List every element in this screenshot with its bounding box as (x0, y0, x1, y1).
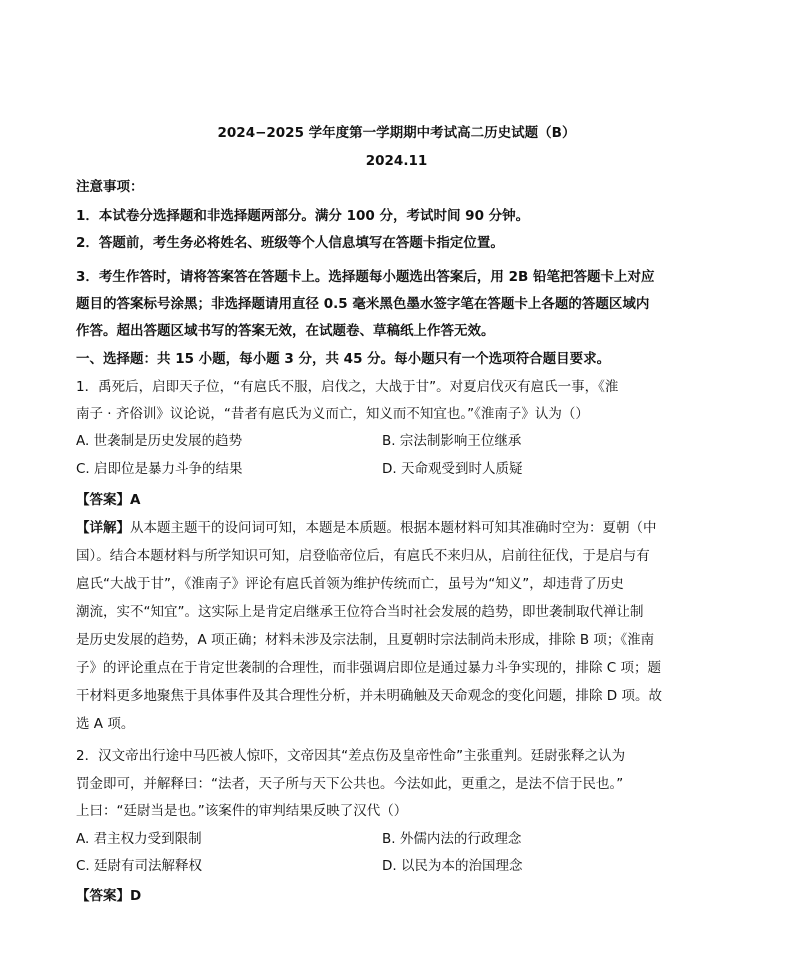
q2-option-a: A. 君主权力受到限制 (76, 831, 202, 847)
q2-answer-value: D (130, 888, 142, 904)
notice-item-3-line-3: 作答。超出答题区域书写的答案无效，在试题卷、草稿纸上作答无效。 (76, 323, 495, 339)
exam-date: 2024.11 (365, 153, 428, 169)
q2-answer (76, 886, 141, 906)
exam-title: 2024−2025 学年度第一学期期中考试高二历史试题（B） (217, 125, 576, 141)
q2-option-d: D. 以民为本的治国理念 (382, 858, 523, 874)
q2-stem-line-1: 2．汉文帝出行途中马匹被人惊吓，文帝因其“差点伤及皇帝性命”主张重判。廷尉张释之认为 (76, 748, 626, 764)
q2-answer-label: 【答案】 (76, 888, 130, 904)
q1-option-d: D. 天命观受到时人质疑 (382, 461, 523, 477)
q1-detail-line-8: 选 A 项。 (76, 716, 135, 732)
q1-detail-line-4: 潮流，实不“知宜”。这实际上是肯定启继承王位符合当时社会发展的趋势，即世袭制取代禅让制 (76, 604, 644, 620)
q2-stem-line-3: 上曰：“廷尉当是也。”该案件的审判结果反映了汉代（） (76, 803, 408, 819)
notice-heading: 注意事项： (76, 179, 144, 195)
q1-answer-value: A (130, 492, 141, 508)
q1-detail-line-1 (76, 518, 657, 538)
q2-option-b: B. 外儒内法的行政理念 (382, 831, 522, 847)
q1-answer-label: 【答案】 (76, 492, 130, 508)
q1-option-a: A. 世袭制是历史发展的趋势 (76, 433, 243, 449)
section-1-title: 一、选择题：共 15 小题，每小题 3 分，共 45 分。每小题只有一个选项符合题目要求。 (76, 351, 611, 367)
q2-option-c: C. 廷尉有司法解释权 (76, 858, 203, 874)
q1-detail-label: 【详解】 (76, 520, 130, 536)
q1-option-b: B. 宗法制影响王位继承 (382, 433, 522, 449)
q1-detail-line-6: 子》的评论重点在于肯定世袭制的合理性，而非强调启即位是通过暴力斗争实现的，排除 C 项；题 (76, 660, 662, 676)
q1-detail-line-3: 扈氏“大战于甘”，《淮南子》评论有扈氏首领为维护传统而亡，虽号为“知义”，却违背了历史 (76, 576, 624, 592)
notice-item-2: 2．答题前，考生务必将姓名、班级等个人信息填写在答题卡指定位置。 (76, 235, 504, 251)
notice-item-3-line-1: 3．考生作答时，请将答案答在答题卡上。选择题每小题选出答案后，用 2B 铅笔把答题卡上对应 (76, 269, 655, 285)
q1-stem-line-2: 南子 · 齐俗训》议论说，“昔者有扈氏为义而亡，知义而不知宜也。”《淮南子》认为（） (76, 406, 589, 422)
q1-option-c: C. 启即位是暴力斗争的结果 (76, 461, 243, 477)
q1-detail-text-1: 从本题主题干的设问词可知，本题是本质题。根据本题材料可知其准确时空为：夏朝（中 (130, 520, 657, 536)
q1-detail-line-2: 国）。结合本题材料与所学知识可知，启登临帝位后，有扈氏不来归从，启前往征伐，于是启与有 (76, 548, 650, 564)
q2-stem-line-2: 罚金即可，并解释曰：“法者，天子所与天下公共也。今法如此，更重之，是法不信于民也。” (76, 776, 624, 792)
q1-detail-line-7: 干材料更多地聚焦于具体事件及其合理性分析，并未明确触及天命观念的变化问题，排除 D 项。故 (76, 688, 662, 704)
notice-item-3-line-2: 题目的答案标号涂黑；非选择题请用直径 0.5 毫米黑色墨水签字笔在答题卡上各题的答题区域内 (76, 296, 650, 312)
q1-answer (76, 490, 140, 510)
q1-detail-line-5: 是历史发展的趋势，A 项正确；材料未涉及宗法制，且夏朝时宗法制尚未形成，排除 B 项；《淮南 (76, 632, 655, 648)
q1-stem-line-1: 1．禹死后，启即天子位，“有扈氏不服，启伐之，大战于甘”。对夏启伐灭有扈氏一事，《淮 (76, 379, 619, 395)
notice-item-1: 1．本试卷分选择题和非选择题两部分。满分 100 分，考试时间 90 分钟。 (76, 208, 530, 224)
